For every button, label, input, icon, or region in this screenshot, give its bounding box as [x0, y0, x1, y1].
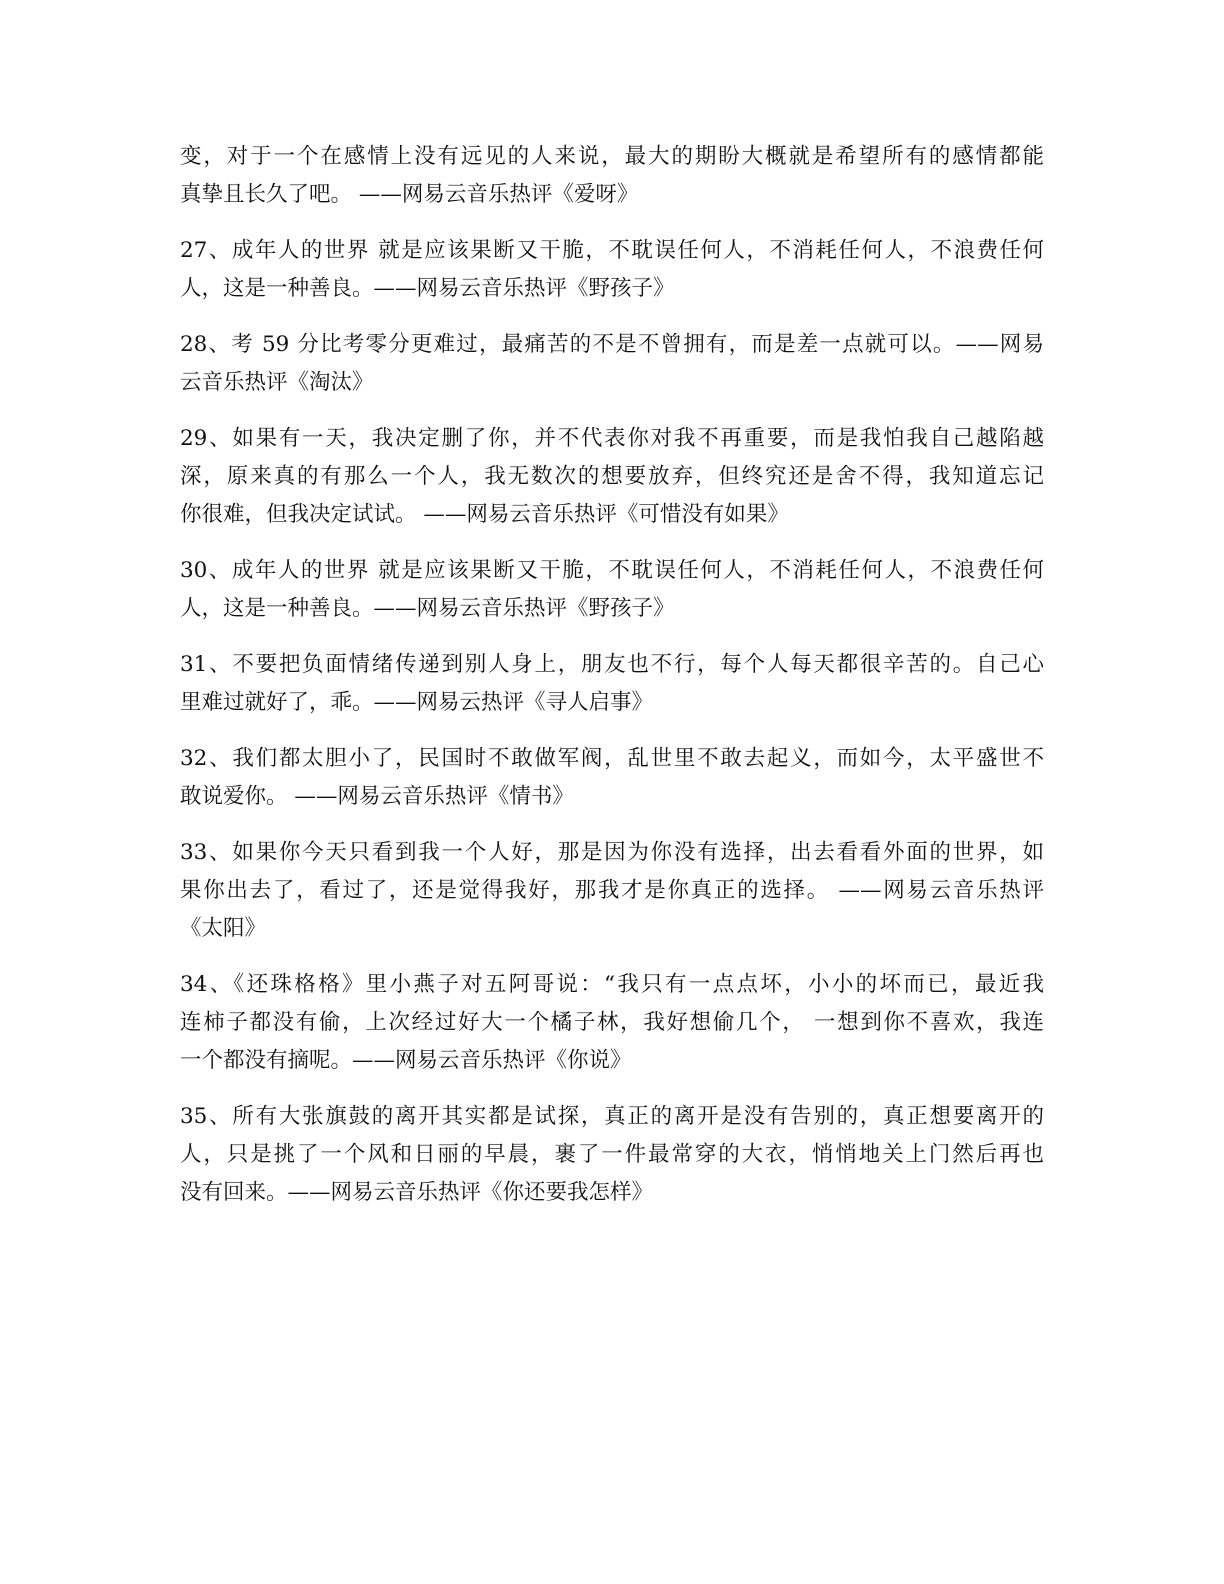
text-line: 34、《还珠格格》里小燕子对五阿哥说：“我只有一点点坏，小小的坏而已，最近我	[180, 972, 1044, 997]
text-line: 云音乐热评《淘汰》	[180, 370, 374, 395]
text-line: 你很难，但我决定试试。 ——网易云音乐热评《可惜没有如果》	[180, 502, 789, 527]
paragraph	[180, 740, 1044, 816]
text-line: 31、不要把负面情绪传递到别人身上，朋友也不行，每个人每天都很辛苦的。自己心	[180, 652, 1044, 677]
paragraph	[180, 1098, 1044, 1212]
paragraph	[180, 552, 1044, 628]
text-line: 连柿子都没有偷，上次经过好大一个橘子林，我好想偷几个， 一想到你不喜欢，我连	[180, 1010, 1044, 1035]
text-line: 30、成年人的世界 就是应该果断又干脆，不耽误任何人，不消耗任何人，不浪费任何	[180, 558, 1044, 583]
text-line: 《太阳》	[180, 916, 267, 941]
paragraph	[180, 966, 1044, 1080]
paragraph	[180, 138, 1044, 214]
text-line: 敢说爱你。 ——网易云音乐热评《情书》	[180, 784, 574, 809]
paragraph	[180, 420, 1044, 534]
text-line: 里难过就好了，乖。——网易云热评《寻人启事》	[180, 690, 654, 715]
text-line: 果你出去了，看过了，还是觉得我好，那我才是你真正的选择。 ——网易云音乐热评	[180, 878, 1044, 903]
text-line: 28、考 59 分比考零分更难过，最痛苦的不是不曾拥有，而是差一点就可以。——网易	[180, 332, 1044, 357]
paragraph	[180, 834, 1044, 948]
paragraph	[180, 646, 1044, 722]
text-line: 33、如果你今天只看到我一个人好，那是因为你没有选择，出去看看外面的世界，如	[180, 840, 1044, 865]
paragraph	[180, 326, 1044, 402]
text-line: 27、成年人的世界 就是应该果断又干脆，不耽误任何人，不消耗任何人，不浪费任何	[180, 238, 1044, 263]
text-line: 没有回来。——网易云音乐热评《你还要我怎样》	[180, 1180, 654, 1205]
text-line: 真挚且长久了吧。 ——网易云音乐热评《爱呀》	[180, 182, 639, 207]
text-line: 一个都没有摘呢。——网易云音乐热评《你说》	[180, 1048, 632, 1073]
text-line: 35、所有大张旗鼓的离开其实都是试探，真正的离开是没有告别的，真正想要离开的	[180, 1104, 1044, 1129]
text-line: 人，这是一种善良。——网易云音乐热评《野孩子》	[180, 596, 675, 621]
paragraph	[180, 232, 1044, 308]
text-line: 32、我们都太胆小了，民国时不敢做军阀，乱世里不敢去起义，而如今，太平盛世不	[180, 746, 1044, 771]
text-line: 人，只是挑了一个风和日丽的早晨，裹了一件最常穿的大衣，悄悄地关上门然后再也	[180, 1142, 1044, 1167]
text-line: 29、如果有一天，我决定删了你，并不代表你对我不再重要，而是我怕我自己越陷越	[180, 426, 1044, 451]
text-line: 深，原来真的有那么一个人，我无数次的想要放弃，但终究还是舍不得，我知道忘记	[180, 464, 1044, 489]
text-line: 变，对于一个在感情上没有远见的人来说，最大的期盼大概就是希望所有的感情都能	[180, 144, 1044, 169]
text-line: 人，这是一种善良。——网易云音乐热评《野孩子》	[180, 276, 675, 301]
document-body	[180, 138, 1044, 1230]
